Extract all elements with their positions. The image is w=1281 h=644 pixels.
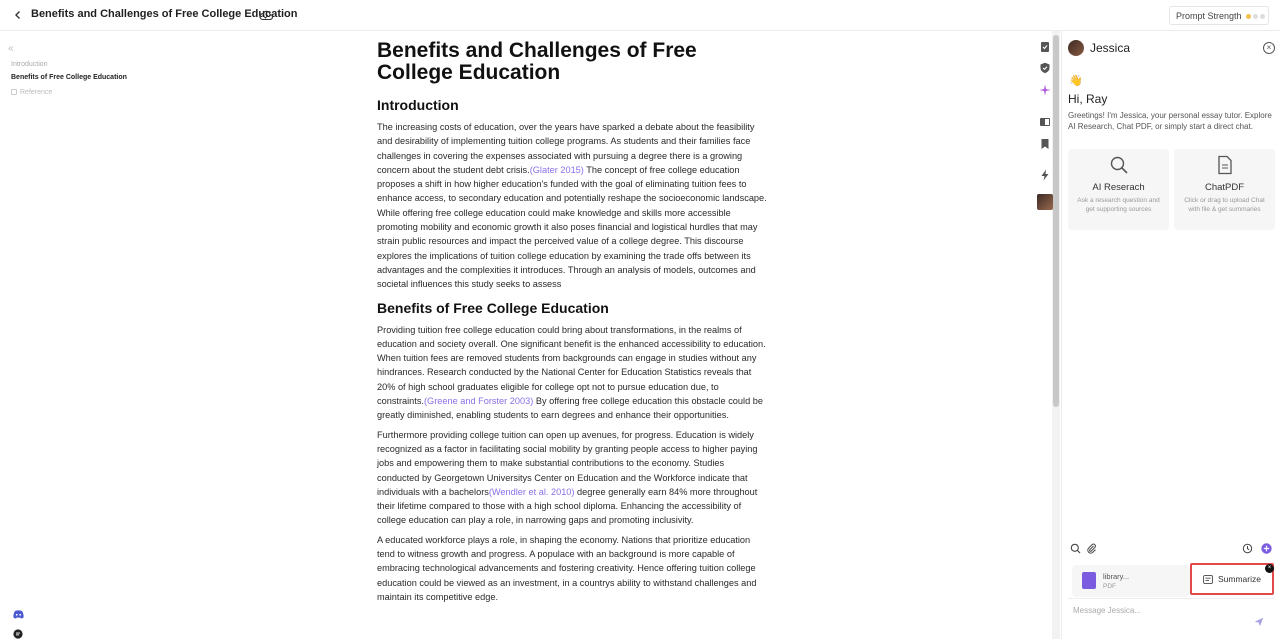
text-run: By offering free college education this obstacle could be greatly diminished, enabling students to earn degrees and enhance their opportunities.	[377, 396, 763, 421]
outline-item-introduction[interactable]: Introduction	[11, 61, 48, 68]
tutor-name: Jessica	[1090, 41, 1131, 55]
outline-item-reference-label: Reference	[20, 89, 53, 96]
avatar	[1068, 40, 1084, 56]
close-icon[interactable]: ×	[1263, 42, 1275, 54]
shield-check-icon[interactable]	[1036, 59, 1054, 77]
outline-sidebar	[0, 31, 127, 639]
attached-file[interactable]	[1072, 565, 1190, 597]
send-icon[interactable]	[1254, 614, 1264, 624]
chevron-left-icon	[13, 10, 23, 20]
reference-icon	[11, 89, 17, 95]
ai-research-title: AI Reserach	[1092, 182, 1145, 193]
document-check-icon[interactable]	[1036, 38, 1054, 56]
attach-icon[interactable]	[1086, 541, 1098, 553]
text-run: The concept of free college education proposes a shift in how higher education's funded with the goal of eliminating tuition fees to enhance access, to secondary education and potentially reshape the socioeconomic landscape. While offering free college education could make knowledge and skills more accessible promoting mobility and economic growth it also poses financial and logistical hurdles that may strain public resources and impact the perceived value of a college degree. This discourse explores the implications of tuition college education by examining the trade offs between its advantages and the complexities it introduces. Through an analysis of models, outcomes and societal influences this study seeks to assess	[377, 164, 767, 290]
outline-item-benefits[interactable]: Benefits of Free College Education	[11, 74, 127, 81]
history-icon[interactable]	[1242, 541, 1254, 553]
tutor-panel	[1061, 31, 1280, 639]
text-run: A educated workforce plays a role, in shaping the economy. Nations that prioritize education tend to witness growth and progress. A populace with an background is more capable of embracing technological advancements and fostering creativity. Hence offering tuition college education could be viewed as an investment, in a countrys ability to withstand challenges and maintain its competitive edge.	[377, 534, 757, 602]
paragraph	[377, 428, 767, 528]
search-icon	[1109, 155, 1129, 175]
section-heading: Introduction	[377, 97, 459, 113]
summarize-label: Summarize	[1218, 574, 1261, 584]
citation-link[interactable]: (Greene and Forster 2003)	[423, 396, 534, 407]
sparkle-icon[interactable]	[1036, 81, 1054, 99]
chat-toolbar	[1062, 541, 1281, 555]
message-input[interactable]	[1073, 606, 1243, 615]
chat-support-icon[interactable]	[13, 626, 23, 636]
lightning-icon[interactable]	[1036, 166, 1054, 184]
back-button[interactable]	[10, 7, 26, 23]
bookmark-icon[interactable]	[1036, 135, 1054, 153]
prompt-strength-indicator[interactable]	[1169, 6, 1269, 25]
document-sections	[377, 97, 767, 604]
discord-icon[interactable]	[13, 606, 24, 615]
paragraph	[377, 323, 767, 423]
chatpdf-desc: Click or drag to upload Chat with file & get summaries	[1184, 197, 1265, 213]
prompt-strength-dot	[1260, 14, 1265, 19]
citation-link[interactable]: (Wendler et al. 2010)	[488, 486, 575, 497]
message-composer	[1068, 598, 1274, 630]
search-icon[interactable]	[1070, 541, 1082, 553]
file-name: library...	[1103, 572, 1130, 581]
paragraph	[377, 533, 767, 604]
pdf-file-icon	[1082, 572, 1096, 589]
prompt-strength-dot	[1246, 14, 1251, 19]
greeting-text: Greetings! I'm Jessica, your personal essay tutor. Explore AI Research, Chat PDF, or simply start a direct chat.	[1068, 111, 1272, 131]
top-bar	[0, 0, 1280, 31]
prompt-strength-label: Prompt Strength	[1176, 11, 1242, 21]
outline-item-reference[interactable]	[11, 89, 91, 96]
wave-emoji-icon: 👋	[1069, 75, 1083, 87]
greeting-title: Hi, Ray	[1068, 92, 1108, 106]
text-run: The increasing costs of education, over the years have sparked a debate about the feasibility and desirability of implementing tuition college programs. As students and their families face challenges in covering the expenses associated with pursuing a degree there is a growing concern about the student debt crisis.	[377, 122, 755, 175]
new-chat-icon[interactable]	[1261, 541, 1273, 553]
summarize-icon	[1203, 575, 1213, 584]
section-heading: Benefits of Free College Education	[377, 299, 609, 316]
prompt-strength-dot	[1253, 14, 1258, 19]
text-run: Providing tuition free college education could bring about transformations, in the realms of education and society overall. One significant benefit is the enhanced accessibility to education. When tuition fees are removed students from backgrounds can engage in studies without any hindrances. Research conducted by the National Center for Education Statistics reveals that 20% of high school graduates eligible for college opt not to pursue education due, to constraints.	[377, 324, 766, 407]
book-open-icon[interactable]	[1036, 113, 1054, 131]
summarize-button[interactable]	[1190, 563, 1274, 595]
file-type: PDF	[1103, 583, 1116, 590]
ai-research-desc: Ask a research question and get supporting sources	[1077, 197, 1160, 213]
document-title: Benefits and Challenges of Free College Education	[31, 8, 298, 20]
text-run: Furthermore providing college tuition can open up avenues, for progress. Education is widely recognized as a factor in facilitating social mobility by granting people access to higher paying jobs and empowering them to make substantial contributions to the economy. Studies conducted by Georgetown Universitys Center on Education and the Workforce indicate that individuals with a bachelors	[377, 429, 758, 497]
chatpdf-card[interactable]	[1174, 149, 1275, 230]
remove-summarize-icon[interactable]: ×	[1265, 564, 1274, 573]
paragraph	[377, 120, 767, 292]
ai-research-card[interactable]	[1068, 149, 1169, 230]
chatpdf-title: ChatPDF	[1204, 182, 1245, 193]
document-heading: Benefits and Challenges of Free College Education	[377, 39, 697, 84]
text-run: degree generally earn 84% more throughout their lifetime compared to those with a high school diploma. Enhancing the accessibility of college education can play a role, in narrowing gaps and promoting inclusivity.	[377, 486, 758, 526]
tutor-avatar-icon[interactable]	[1036, 193, 1054, 211]
citation-link[interactable]: (Glater 2015)	[529, 164, 584, 175]
document-editor[interactable]	[377, 40, 767, 609]
cloud-sync-icon[interactable]	[259, 8, 275, 22]
document-icon	[1215, 155, 1235, 175]
attachment-row	[1068, 563, 1272, 600]
collapse-sidebar-icon[interactable]: «	[8, 43, 14, 54]
